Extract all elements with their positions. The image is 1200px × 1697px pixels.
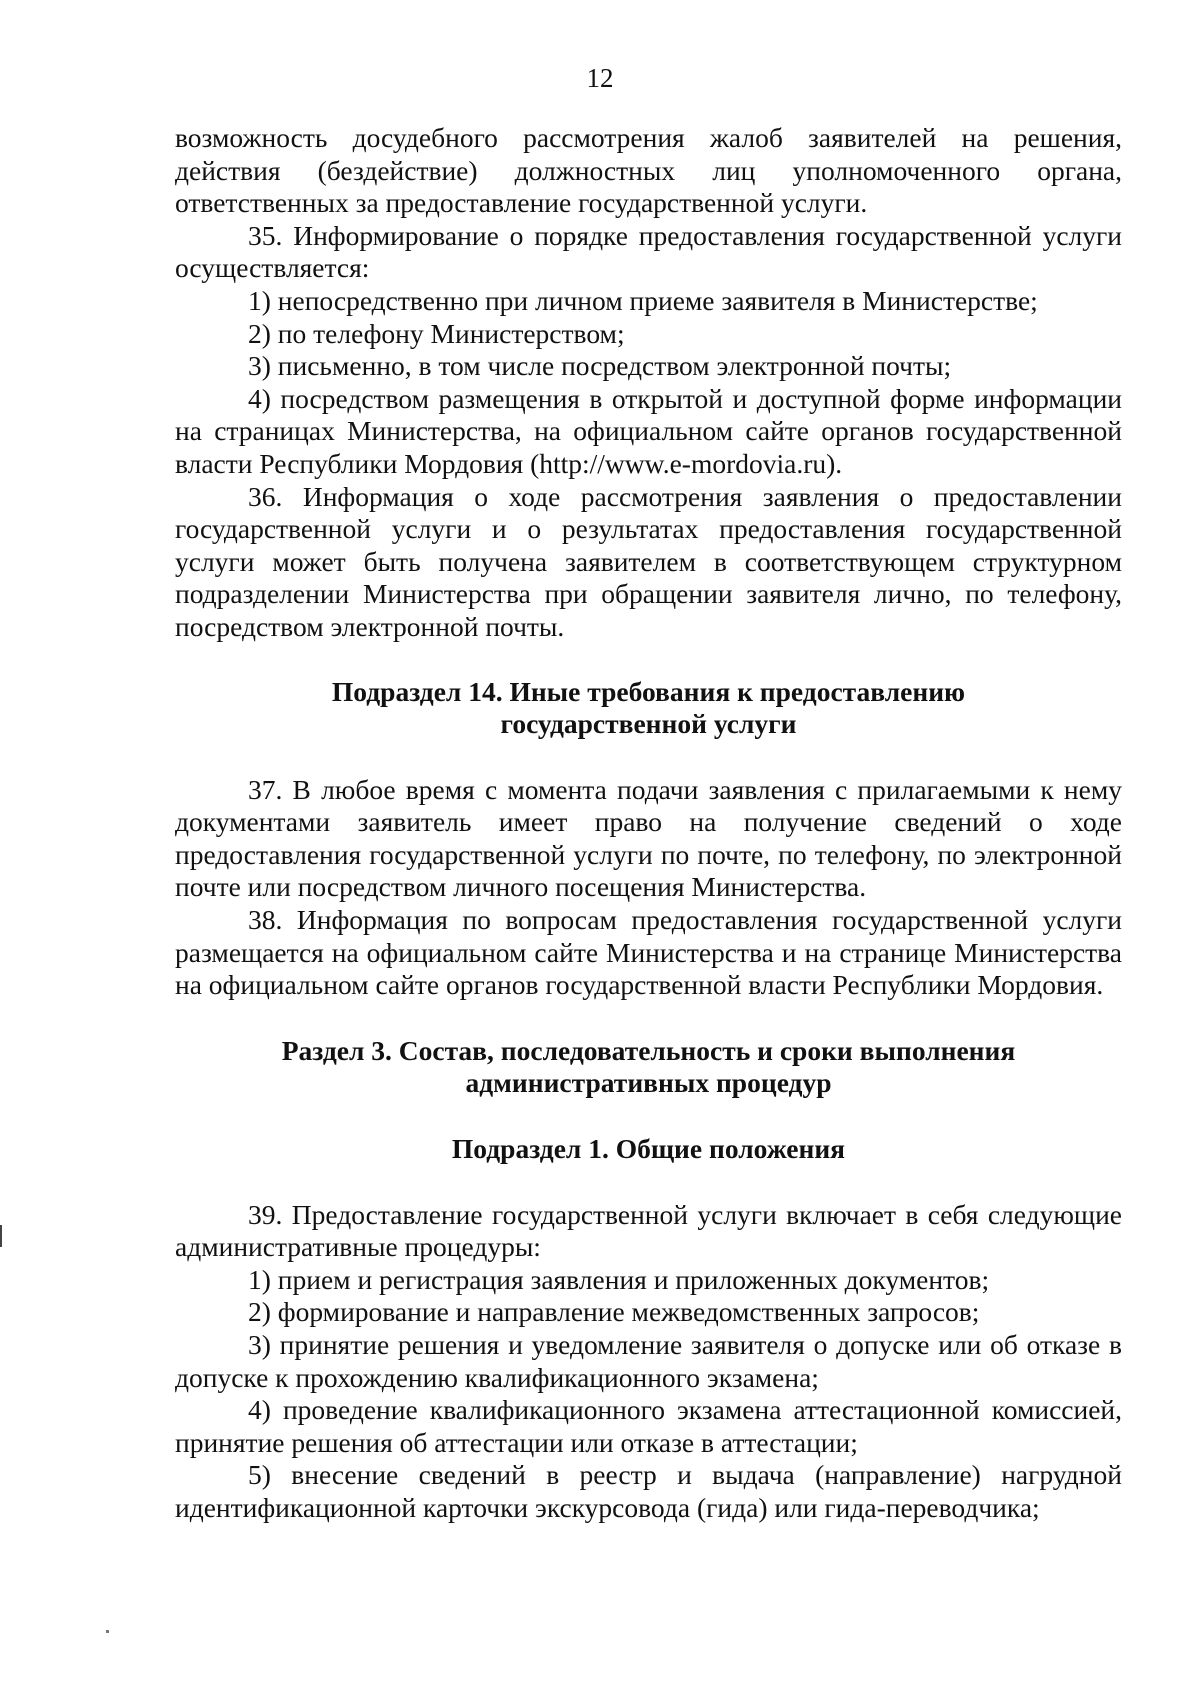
list-item-39-4: 4) проведение квалификационного экзамена аттестационной комиссией, принятие решения об аттестации или отказе в аттестации; (175, 1394, 1122, 1458)
section-3-heading-line1: Раздел 3. Состав, последовательность и сроки выполнения (281, 1034, 1016, 1066)
subsection-1-heading: Подраздел 1. Общие положения (451, 1133, 846, 1165)
list-item-39-1: 1) прием и регистрация заявления и приложенных документов; (248, 1263, 990, 1295)
list-item-35-2: 2) по телефону Министерством; (248, 317, 625, 349)
list-item-35-3: 3) письменно, в том числе посредством электронной почты; (248, 350, 952, 382)
subsection-14-heading-line1: Подраздел 14. Иные требования к предоставлению (331, 675, 966, 707)
paragraph-36: 36. Информация о ходе рассмотрения заявления о предоставлении государственной услуги и о результатах предоставления государственной услуги может быть получена заявителем в соответствующем структурном подразделении Министерства при обращении заявителя лично, по телефону, посредством электронной почты. (175, 480, 1122, 642)
section-3-heading-line2: административных процедур (465, 1067, 832, 1099)
list-item-35-1: 1) непосредственно при личном приеме заявителя в Министерстве; (248, 284, 1038, 316)
list-item-35-4: 4) посредством размещения в открытой и доступной форме информации на страницах Министерства, на официальном сайте органов государственной власти Республики Мордовия (http://www.e-mordovia.ru). (175, 382, 1122, 479)
scan-artifact-left-bar (0, 1225, 2, 1247)
list-item-39-5: 5) внесение сведений в реестр и выдача (направление) нагрудной идентификационной карточки экскурсовода (гида) или гида-переводчика; (175, 1459, 1122, 1523)
subsection-14-heading (175, 676, 1122, 741)
paragraph-35: 35. Информирование о порядке предоставления государственной услуги осуществляется: (175, 219, 1122, 284)
paragraph-37: 37. В любое время с момента подачи заявления с прилагаемыми к нему документами заявитель имеет право на получение сведений о ходе предоставления государственной услуги по почте, по телефону, по электронной почте или посредством личного посещения Министерства. (175, 773, 1122, 903)
page-number: 12 (586, 63, 614, 93)
section-3-heading (175, 1035, 1122, 1100)
list-item-39-3: 3) принятие решения и уведомление заявителя о допуске или об отказе в допуске к прохождению квалификационного экзамена; (175, 1329, 1122, 1393)
paragraph-39: 39. Предоставление государственной услуги включает в себя следующие административные процедуры: (175, 1198, 1122, 1263)
paragraph-38: 38. Информация по вопросам предоставления государственной услуги размещается на официальном сайте Министерства и на странице Министерства на официальном сайте органов государственной власти Республики Мордовия. (175, 904, 1122, 1001)
list-item-39-2: 2) формирование и направление межведомственных запросов; (248, 1296, 980, 1328)
subsection-14-heading-line2: государственной услуги (500, 708, 797, 740)
scan-artifact-dot (106, 1630, 109, 1633)
paragraph-continuation: возможность досудебного рассмотрения жалоб заявителей на решения, действия (бездействие) должностных лиц уполномоченного органа, ответственных за предоставление государственной услуги. (175, 122, 1122, 219)
document-body (175, 122, 1122, 1525)
